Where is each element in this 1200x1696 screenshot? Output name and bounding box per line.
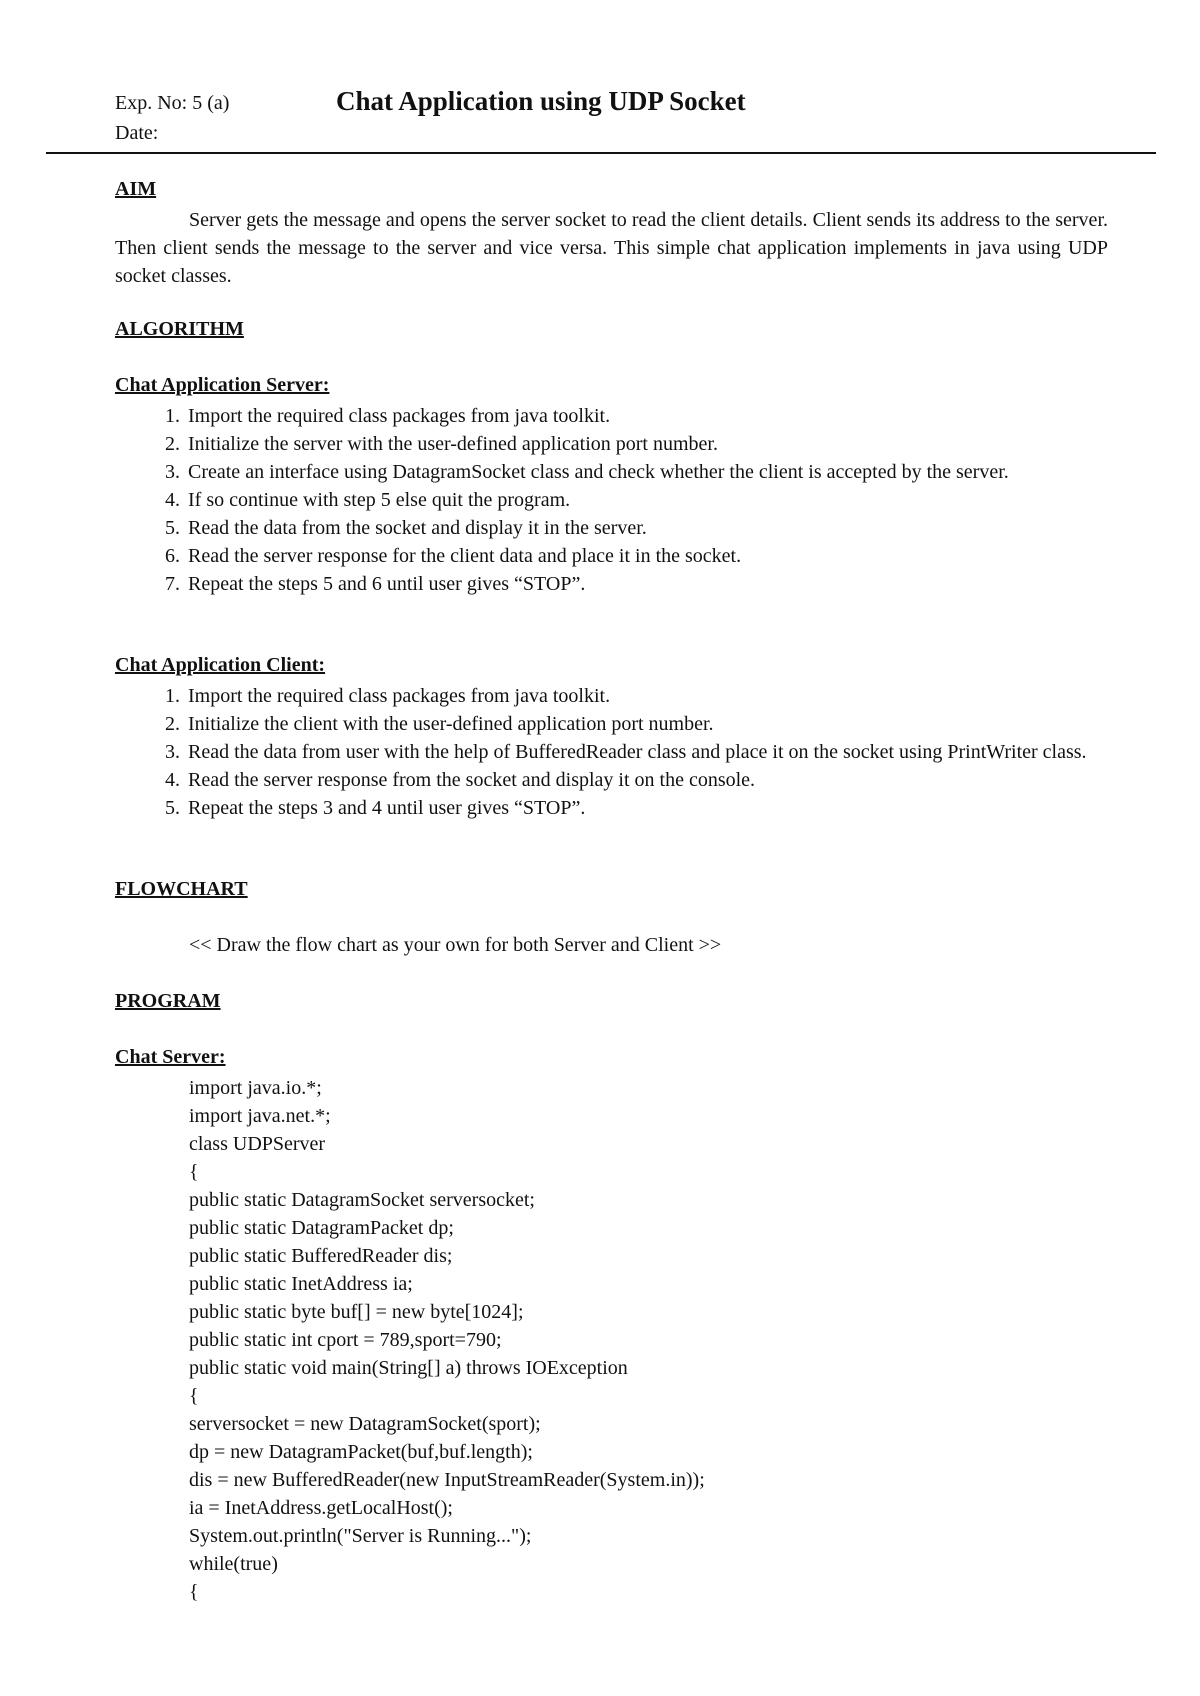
step-text: Read the server response for the client data and place it in the socket. (188, 545, 742, 567)
code-line: dis = new BufferedReader(new InputStreamReader(System.in)); (189, 1469, 705, 1491)
code-line: { (189, 1385, 199, 1407)
client-algorithm-heading: Chat Application Client: (115, 654, 326, 676)
step-text: Repeat the steps 3 and 4 until user gives “STOP”. (188, 797, 586, 819)
code-line: while(true) (189, 1553, 278, 1575)
flowchart-note: << Draw the flow chart as your own for both Server and Client >> (189, 934, 722, 956)
step-text: Import the required class packages from java toolkit. (188, 405, 611, 427)
server-algorithm-heading: Chat Application Server: (115, 374, 330, 396)
code-line: import java.net.*; (189, 1105, 331, 1127)
algorithm-heading: ALGORITHM (115, 318, 244, 340)
date-label: Date: (115, 122, 159, 144)
step-text: Read the data from user with the help of BufferedReader class and place it on the socket using PrintWriter class. (188, 741, 1087, 763)
step-number: 7. (165, 573, 180, 595)
algorithm-step (150, 738, 1110, 766)
experiment-number: Exp. No: 5 (a) (115, 92, 230, 114)
code-line: public static DatagramPacket dp; (189, 1217, 454, 1239)
step-number: 3. (165, 461, 180, 483)
algorithm-step (150, 514, 1110, 542)
client-algorithm-steps (150, 682, 1110, 822)
code-line: { (189, 1161, 199, 1183)
code-line: public static InetAddress ia; (189, 1273, 413, 1295)
algorithm-step (150, 430, 1110, 458)
step-text: Read the data from the socket and display it in the server. (188, 517, 647, 539)
header-divider (46, 152, 1156, 154)
step-number: 6. (165, 545, 180, 567)
algorithm-step (150, 486, 1110, 514)
server-code-block (189, 1074, 705, 1606)
flowchart-heading: FLOWCHART (115, 878, 248, 900)
server-algorithm-steps (150, 402, 1110, 598)
step-number: 5. (165, 517, 180, 539)
page-title: Chat Application using UDP Socket (336, 86, 746, 116)
step-text: Create an interface using DatagramSocket class and check whether the client is accepted by the server. (188, 461, 1009, 483)
step-text: If so continue with step 5 else quit the program. (188, 489, 571, 511)
algorithm-step (150, 570, 1110, 598)
chat-server-heading: Chat Server: (115, 1046, 226, 1068)
aim-heading: AIM (115, 178, 157, 200)
algorithm-step (150, 766, 1110, 794)
step-number: 2. (165, 713, 180, 735)
code-line: public static void main(String[] a) throws IOException (189, 1357, 628, 1379)
code-line: class UDPServer (189, 1133, 326, 1155)
step-text: Initialize the server with the user-defined application port number. (188, 433, 718, 455)
algorithm-step (150, 542, 1110, 570)
program-heading: PROGRAM (115, 990, 221, 1012)
algorithm-step (150, 710, 1110, 738)
algorithm-step (150, 458, 1110, 486)
code-line: public static DatagramSocket serversocket; (189, 1189, 535, 1211)
algorithm-step (150, 682, 1110, 710)
step-number: 3. (165, 741, 180, 763)
step-number: 5. (165, 797, 180, 819)
step-text: Import the required class packages from java toolkit. (188, 685, 611, 707)
code-line: import java.io.*; (189, 1077, 322, 1099)
code-line: { (189, 1581, 199, 1603)
step-text: Initialize the client with the user-defined application port number. (188, 713, 714, 735)
algorithm-step (150, 794, 1110, 822)
code-line: System.out.println("Server is Running..."); (189, 1525, 532, 1547)
code-line: dp = new DatagramPacket(buf,buf.length); (189, 1441, 533, 1463)
step-text: Read the server response from the socket and display it on the console. (188, 769, 756, 791)
code-line: public static byte buf[] = new byte[1024]; (189, 1301, 524, 1323)
step-text: Repeat the steps 5 and 6 until user gives “STOP”. (188, 573, 586, 595)
step-number: 4. (165, 489, 180, 511)
step-number: 2. (165, 433, 180, 455)
step-number: 1. (165, 685, 180, 707)
step-number: 4. (165, 769, 180, 791)
step-number: 1. (165, 405, 180, 427)
code-line: public static int cport = 789,sport=790; (189, 1329, 502, 1351)
code-line: public static BufferedReader dis; (189, 1245, 453, 1267)
code-line: ia = InetAddress.getLocalHost(); (189, 1497, 453, 1519)
code-line: serversocket = new DatagramSocket(sport); (189, 1413, 541, 1435)
aim-paragraph: Server gets the message and opens the server socket to read the client details. Client sends its address to the server. Then client sends the message to the server and vice versa. This simple chat application implements in java using UDP socket classes. (115, 209, 1108, 287)
algorithm-step (150, 402, 1110, 430)
